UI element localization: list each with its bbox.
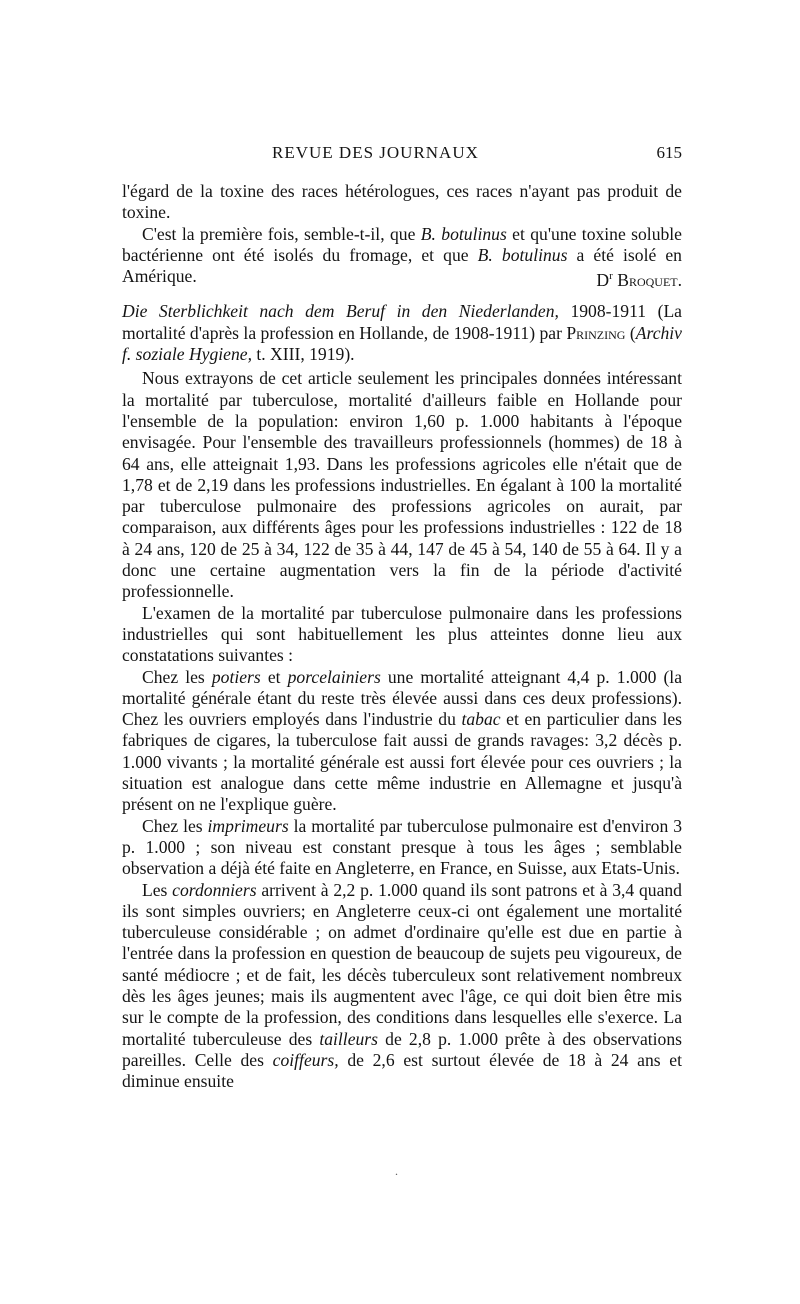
text-run: C'est la première fois, semble-t-il, que: [142, 223, 421, 244]
profession-term: cordonniers: [172, 879, 257, 900]
paragraph-shoemakers: [122, 880, 682, 1093]
review-author: Prinzing: [566, 322, 626, 343]
paragraph-tuberculosis-data: Nous extrayons de cet article seulement les principales données intéressant la mortalité par tuberculose, mortalité d'ailleurs faible en Hollande pour l'ensemble de la population: environ 1,60 p. 1.000 habitants à l'époque envisagée. Pour l'ensemble des travailleurs professionnels (hommes) de 18 à 64 ans, elle atteignait 1,93. Dans les professions agricoles elle n'était que de 1,78 et de 2,19 dans les professions industrielles. En égalant à 100 la mortalité par tuberculose pulmonaire des professions agricoles on aurait, par comparaison, aux différents âges pour les professions industrielles : 122 de 18 à 24 ans, 120 de 25 à 34, 122 de 35 à 44, 147 de 45 à 54, 140 de 55 à 64. Il y a donc une certaine augmentation vers la fin de la période d'activité professionnelle.: [122, 368, 682, 602]
french-title: (La mortalité d'après la profession en Hollande, de 1908-1911) par: [122, 301, 682, 343]
text-run: a été isolé en Amérique.: [122, 244, 682, 287]
german-title: Die Sterblichkeit nach dem Beruf in den Niederlanden,: [122, 301, 559, 322]
signature-prefix: D: [596, 270, 610, 291]
running-title: REVUE DES JOURNAUX: [272, 143, 479, 162]
profession-term: porcelainiers: [287, 666, 381, 687]
profession-term: coiffeurs,: [272, 1049, 339, 1070]
text-run: et en particulier dans les fabriques de cigares, la tuberculose fait aussi de grands ravages: 3,2 décès p. 1.000 vivants ; la mortalité générale est aussi fort élevée pour ces ouvriers ; la situation est analogue dans cette même industrie en Allemagne et jusqu'à présent on ne l'explique guère.: [122, 709, 682, 815]
signature-sup: r: [609, 270, 613, 283]
text-run: une mortalité atteignant 4,4 p. 1.000 (la mortalité générale étant du reste très élevée aussi dans ces deux professions). Chez les ouvriers employés dans l'industrie du: [122, 666, 683, 730]
text-run: Chez les: [142, 666, 212, 687]
text-run: Chez les: [142, 815, 208, 836]
author-signature: [576, 266, 682, 291]
paragraph-continued: l'égard de la toxine des races hétérologues, ces races n'ayant pas produit de toxine.: [122, 181, 682, 223]
title-years: 1908-1911: [558, 301, 647, 322]
paragraph-industrial: L'examen de la mortalité par tuberculose pulmonaire dans les professions industrielles qui sont habituellement les plus atteintes donne lieu aux constatations suivantes :: [122, 602, 682, 666]
species-name: B. botulinus: [477, 244, 568, 265]
journal-reference: t. XIII, 1919).: [251, 344, 355, 365]
profession-term: potiers: [211, 666, 261, 687]
profession-term: tabac: [461, 709, 501, 730]
page-number: 615: [656, 143, 682, 162]
text-run: de 2,6 est surtout élevée de 18 à 24 ans et diminue ensuite: [122, 1049, 682, 1092]
footer-mark: .: [395, 1164, 398, 1178]
text-run: arrivent à 2,2 p. 1.000 quand ils sont patrons et à 3,4 quand ils sont simples ouvriers; en Angleterre ceux-ci ont également une mortalité tuberculeuse considérable ; on admet d'ordinaire qu'elle est due en partie à l'entrée dans la profession en question de beaucoup de sujets peu vigoureux, de santé médiocre ; et de fait, les décès tuberculeux sont relativement nombreux dès les âges jeunes; mais ils augmentent avec l'âge, ce qui doit bien être mis sur le compte de la profession, des conditions dans lesquelles elle s'exerce. La mortalité tuberculeuse des: [122, 879, 682, 1049]
page: [122, 143, 682, 1092]
text-run: Les: [142, 879, 173, 900]
text-run: de 2,8 p. 1.000 prête à des observations pareilles. Celle des: [122, 1028, 682, 1070]
text-run: (: [625, 322, 636, 343]
page-body: [122, 181, 682, 1092]
paragraph-conclusion: [122, 223, 682, 291]
journal-name: Archiv f. soziale Hygiene,: [122, 322, 682, 365]
profession-term: tailleurs: [319, 1028, 378, 1049]
signature-name: Broquet.: [617, 270, 682, 291]
review-heading: [122, 301, 682, 365]
text-run: la mortalité par tuberculose pulmonaire est d'environ 3 p. 1.000 ; son niveau est constant presque à tous les âges ; semblable observation a déjà été faite en Angleterre, en France, en Suisse, aux Etats-Unis.: [122, 815, 682, 879]
running-header: [122, 143, 682, 169]
text-run: et qu'une toxine soluble bactérienne ont été isolés du fromage, et que: [122, 223, 682, 265]
paragraph-printers: [122, 816, 682, 880]
species-name: B. botulinus: [420, 223, 507, 244]
text-run: et: [260, 666, 288, 687]
paragraph-potters-tobacco: [122, 667, 682, 816]
profession-term: imprimeurs: [207, 815, 289, 836]
